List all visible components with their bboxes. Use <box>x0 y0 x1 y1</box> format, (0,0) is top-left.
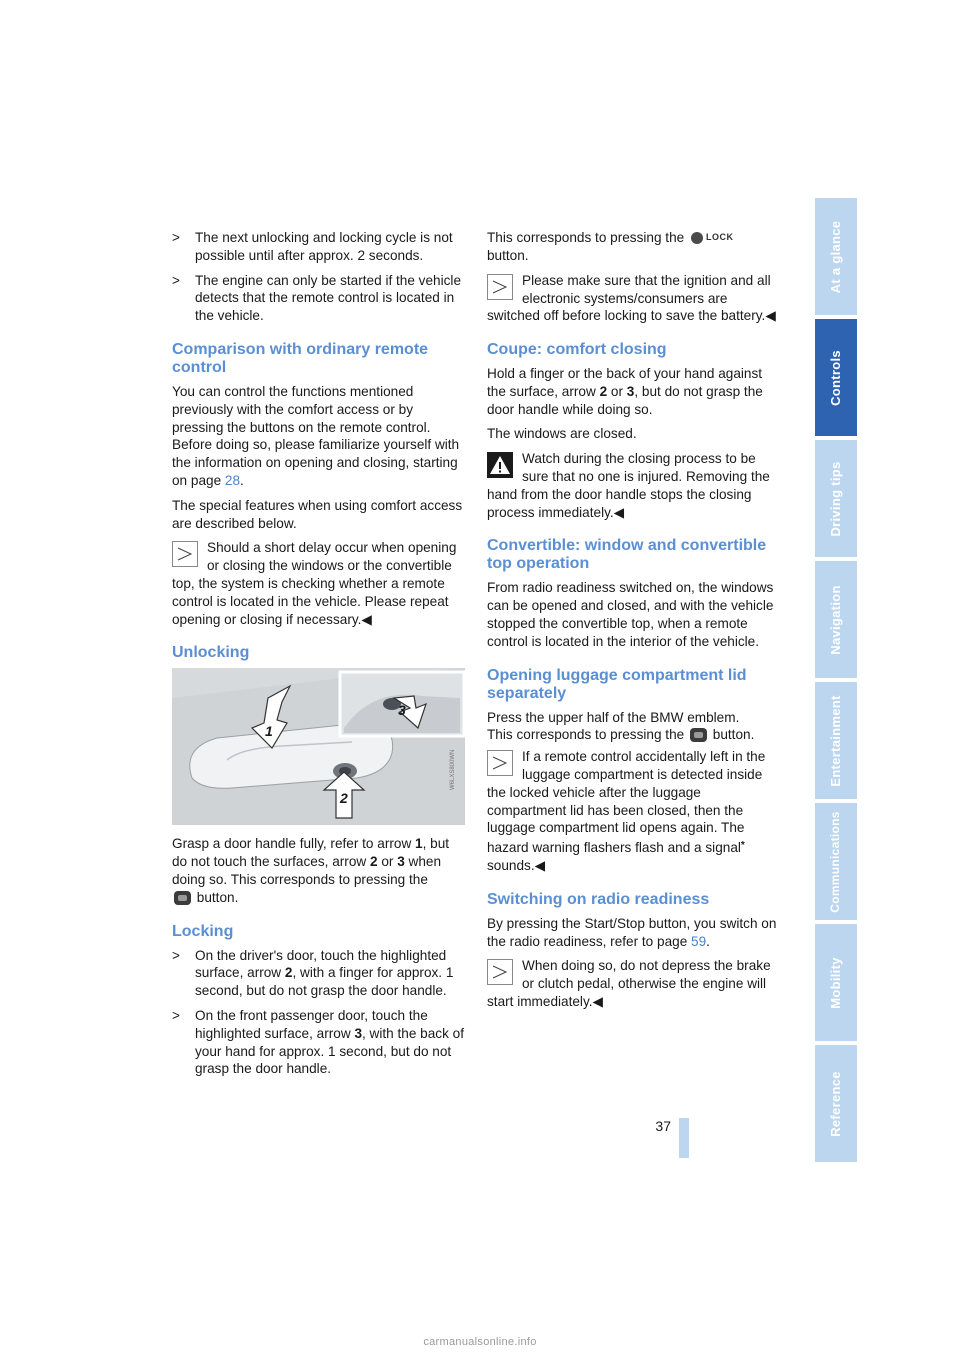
paragraph-text: button. <box>487 247 529 263</box>
paragraph-text: This corresponds to pressing the <box>487 230 688 245</box>
note-icon <box>487 750 513 776</box>
unlock-button-icon <box>174 891 191 905</box>
arrow-ref: 2 <box>599 383 608 399</box>
bullet-marker: > <box>172 1007 180 1023</box>
tab-label: Reference <box>828 1070 844 1137</box>
unlocking-paragraph <box>172 835 465 906</box>
right-column <box>487 229 779 1018</box>
figure-label-3: 3 <box>398 702 406 719</box>
paragraph-text: . <box>706 933 710 949</box>
door-handle-illustration <box>172 668 465 825</box>
paragraph-text: You can control the functions mentioned previously with the comfort access or by pressing the buttons on the remote control. Before doing so, please familiarize yourself with the information on opening and closing, starting on page <box>172 383 460 488</box>
paragraph-text: This corresponds to pressing the <box>487 727 688 743</box>
figure-code: W6LXS800WN <box>450 749 456 791</box>
bullet-marker: > <box>172 272 180 288</box>
end-marker: ◀ <box>361 611 372 627</box>
tab-reference[interactable] <box>815 1045 857 1162</box>
paragraph-text: button. <box>709 727 755 743</box>
arrow-ref: 2 <box>284 965 293 981</box>
bullet-item <box>172 229 465 265</box>
warning-icon <box>487 452 513 478</box>
tab-entertainment[interactable] <box>815 682 857 799</box>
bullet-text: The next unlocking and locking cycle is not possible until after approx. 2 seconds. <box>195 230 453 263</box>
bullet-marker: > <box>172 230 180 245</box>
end-marker: ◀ <box>592 994 603 1010</box>
heading-radio: Switching on radio readiness <box>487 890 710 908</box>
tab-label: Driving tips <box>828 460 844 537</box>
note-icon <box>487 959 513 985</box>
option-star: * <box>740 840 745 852</box>
paragraph-text: button. <box>193 889 239 905</box>
left-column <box>172 229 465 1085</box>
paragraph-text: or <box>377 854 398 870</box>
note-text: If a remote control accidentally left in the luggage compartment is detected inside the locked vehicle after the luggage compartment lid has been closed, then the luggage compartment lid opens again. The hazard warning flashers flash and a signal <box>487 749 766 856</box>
end-marker: ◀ <box>534 858 546 874</box>
bullet-text: On the driver's door, touch the highlighted surface, arrow <box>195 947 447 981</box>
tab-at-a-glance[interactable] <box>815 198 857 315</box>
radio-paragraph <box>487 915 779 951</box>
convertible-paragraph: From radio readiness switched on, the windows can be opened and closed, and with the vehicle stopped the convertible top, when a remote control is located in the interior of the vehicle. <box>487 580 774 649</box>
note-text: Should a short delay occur when opening or closing the windows or the convertible top, the system is checking whether a remote control is located in the vehicle. Please repeat opening or closing if necessary. <box>172 540 457 627</box>
arrow-ref: 3 <box>397 854 405 870</box>
lock-paragraph <box>487 229 779 265</box>
warning-text: Watch during the closing process to be sure that no one is injured. Removing the hand from the door handle stops the closing process immediately. <box>487 451 770 520</box>
lock-button-icon <box>691 229 734 247</box>
bullet-text: , with a finger for approx. 1 second, but do not grasp the door handle. <box>195 965 454 999</box>
paragraph-text: , but do not grasp the door handle while doing so. <box>487 383 763 417</box>
end-marker: ◀ <box>765 308 776 324</box>
door-handle-figure <box>172 668 465 825</box>
paragraph-text: Grasp a door handle fully, refer to arrow <box>172 836 416 852</box>
paragraph-text: Press the upper half of the BMW emblem. <box>487 709 740 725</box>
bullet-text: On the front passenger door, touch the highlighted surface, arrow <box>195 1007 428 1041</box>
note-ignition <box>487 272 779 325</box>
paragraph-text: Hold a finger or the back of your hand against the surface, arrow <box>487 366 763 399</box>
bullet-text: The engine can only be started if the vehicle detects that the remote control is located in the vehicle. <box>195 272 462 324</box>
tab-mobility[interactable] <box>815 924 857 1041</box>
tab-label: Mobility <box>828 956 844 1009</box>
bullet-marker: > <box>172 947 180 963</box>
tab-label: At a glance <box>828 220 844 293</box>
arrow-ref: 3 <box>626 383 635 399</box>
bullet-item <box>172 947 465 1000</box>
tab-controls[interactable] <box>815 319 857 436</box>
heading-convertible: Convertible: window and convertible top operation <box>487 537 767 573</box>
heading-unlocking: Unlocking <box>172 644 250 662</box>
luggage-paragraph <box>487 709 779 745</box>
arrow-ref: 1 <box>415 836 423 852</box>
warning-closing <box>487 450 779 521</box>
note-icon <box>172 541 198 567</box>
bullet-item <box>172 272 465 325</box>
figure-label-1: 1 <box>265 723 273 740</box>
paragraph-text: By pressing the Start/Stop button, you switch on the radio readiness, refer to page <box>487 915 777 949</box>
page-number-bar <box>679 1118 689 1158</box>
tab-communications[interactable] <box>815 803 857 920</box>
heading-luggage: Opening luggage compartment lid separately <box>487 666 747 702</box>
footer-watermark: carmanualsonline.info <box>423 1336 537 1349</box>
heading-coupe: Coupe: comfort closing <box>487 341 667 359</box>
tab-driving-tips[interactable] <box>815 440 857 557</box>
note-text: sounds. <box>487 858 535 874</box>
comparison-paragraph-2: The special features when using comfort access are described below. <box>172 497 463 531</box>
page-number: 37 <box>655 1118 671 1134</box>
end-marker: ◀ <box>613 504 625 520</box>
note-delay <box>172 539 465 628</box>
figure-label-2: 2 <box>340 790 348 807</box>
paragraph-text: when doing so. This corresponds to pressing the <box>172 854 442 887</box>
coupe-paragraph-2: The windows are closed. <box>487 426 637 442</box>
trunk-button-icon <box>690 728 707 742</box>
page-link-59[interactable]: 59 <box>691 933 707 949</box>
note-icon <box>487 274 513 300</box>
arrow-ref: 3 <box>354 1025 362 1041</box>
bullet-item <box>172 1007 465 1078</box>
tab-label: Controls <box>828 349 844 406</box>
paragraph-text: , but do not touch the surfaces, arrow <box>172 836 450 870</box>
lock-label: LOCK <box>706 232 734 243</box>
coupe-paragraph <box>487 365 779 418</box>
bullet-text: , with the back of your hand for approx. 1 second, but do not grasp the door handle. <box>195 1025 465 1077</box>
note-text: Please make sure that the ignition and all electronic systems/consumers are switched off before locking to save the battery. <box>487 272 771 324</box>
paragraph-text: or <box>607 383 627 399</box>
note-text: When doing so, do not depress the brake or clutch pedal, otherwise the engine will start immediately. <box>487 958 771 1010</box>
note-luggage <box>487 748 779 875</box>
heading-locking: Locking <box>172 922 234 940</box>
chapter-tabs <box>815 198 857 1166</box>
tab-label: Entertainment <box>828 694 844 787</box>
page-link-28[interactable]: 28 <box>224 472 241 488</box>
tab-label: Navigation <box>828 584 844 655</box>
tab-label: Communications <box>828 810 843 913</box>
paragraph-text: . <box>240 472 244 488</box>
heading-comparison: Comparison with ordinary remote control <box>172 340 429 376</box>
arrow-ref: 2 <box>369 854 378 870</box>
comparison-paragraph <box>172 383 465 490</box>
tab-navigation[interactable] <box>815 561 857 678</box>
note-brake <box>487 957 779 1010</box>
